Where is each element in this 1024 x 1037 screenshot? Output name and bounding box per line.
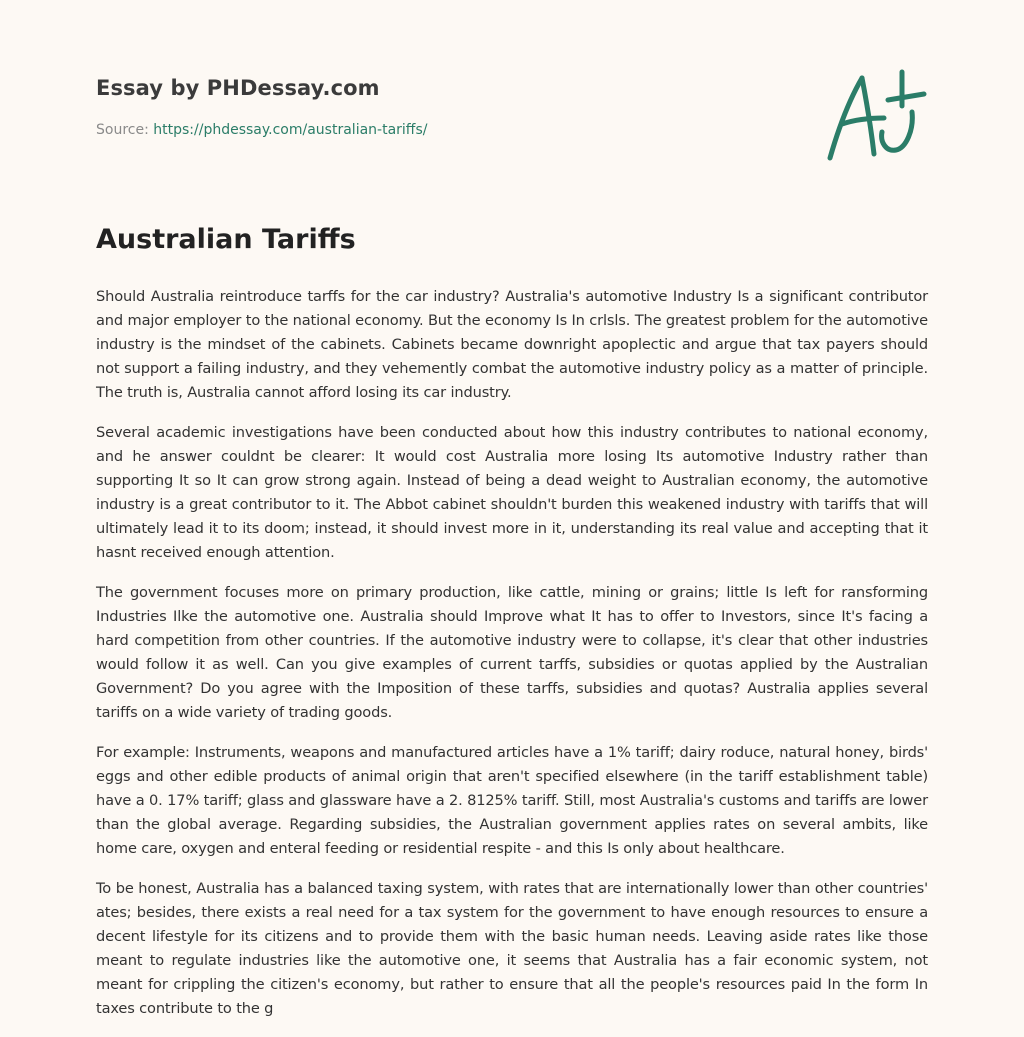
essay-paragraph: Several academic investigations have been conducted about how this industry contributes to national economy, and he answer couldnt be clearer: It would cost Australia more losing Its automotive Industry rather than supporting It so It can grow strong again. Instead of being a dead weight to Australian economy, the automotive industry is a great contributor to it. The Abbot cabinet shouldn't burden this weakened industry with tariffs that will ultimately lead it to its doom; instead, it should invest more in it, understanding its real value and accepting that it hasnt received enough attention. (96, 424, 928, 561)
source-link[interactable]: https://phdessay.com/australian-tariffs/ (153, 122, 428, 138)
essay-title: Australian Tariffs (96, 224, 356, 255)
essay-paragraph: For example: Instruments, weapons and manufactured articles have a 1% tariff; dairy roduce, natural honey, birds' eggs and other edible products of animal origin that aren't specified elsewhere (in the tariff establishment table) have a 0. 17% tariff; glass and glassware have a 2. 8125% tariff. Still, most Australia's customs and tariffs are lower than the global average. Regarding subsidies, the Australian government applies rates on several ambits, like home care, oxygen and enteral feeding or residential respite - and this Is only about healthcare. (96, 744, 928, 857)
source-line (96, 122, 926, 138)
essay-paragraph: The government focuses more on primary production, like cattle, mining or grains; little Is left for ransforming Industries Ilke the automotive one. Australia should Improve what It has to offer to Investors, since It's facing a hard competition from other countries. If the automotive industry were to collapse, it's clear that other industries would follow it as well. Can you give examples of current tarffs, subsidies or quotas applied by the Australian Government? Do you agree with the Imposition of these tarffs, subsidies and quotas? Australia applies several tariffs on a wide variety of trading goods. (96, 584, 928, 721)
essay-paragraph: Should Australia reintroduce tarffs for the car industry? Australia's automotive Industry Is a significant contributor and major employer to the national economy. But the economy Is In crlsls. The greatest problem for the automotive industry is the mindset of the cabinets. Cabinets became downright apoplectic and argue that tax payers should not support a failing industry, and they vehemently combat the automotive industry policy as a matter of principle. The truth is, Australia cannot afford losing its car industry. (96, 288, 928, 401)
site-title: Essay by PHDessay.com (96, 76, 380, 100)
source-label: Source: (96, 122, 149, 138)
essay-header (96, 76, 926, 138)
a-plus-grade-icon (822, 68, 928, 164)
essay-body (96, 285, 928, 1037)
essay-paragraph: To be honest, Australia has a balanced taxing system, with rates that are internationally lower than other countries' ates; besides, there exists a real need for a tax system for the government to have enough resources to ensure a decent lifestyle for its citizens and to provide them with the basic human needs. Leaving aside rates like those meant to regulate industries like the automotive one, it seems that Australia has a fair economic system, not meant for crippling the citizen's economy, but rather to ensure that all the people's resources paid In the form In taxes contribute to the g (96, 880, 928, 1017)
